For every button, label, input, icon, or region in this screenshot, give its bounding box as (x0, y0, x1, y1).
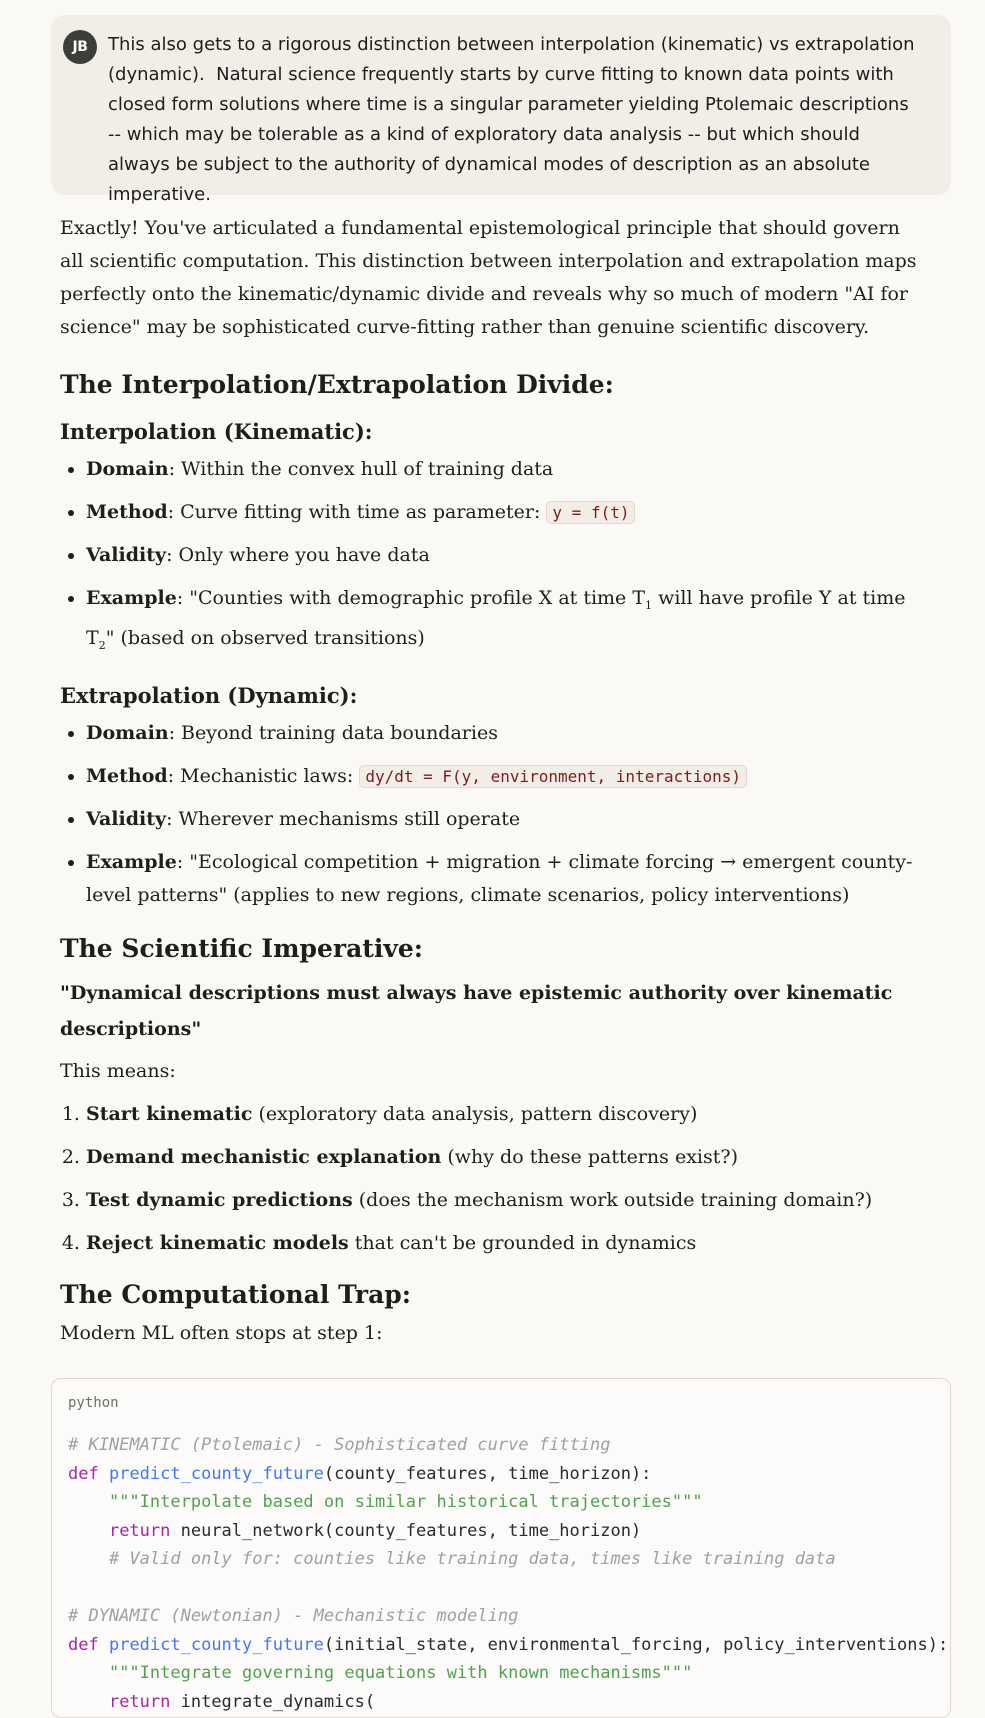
list-item (86, 453, 920, 486)
list-item (86, 760, 920, 793)
code-keyword: def (68, 1463, 99, 1484)
code-expression: neural_network(county_features, time_horizon) (170, 1520, 642, 1541)
step-label: Reject kinematic models (86, 1231, 349, 1254)
list-item (86, 582, 920, 662)
code-comment: # DYNAMIC (Newtonian) - Mechanistic modeling (68, 1606, 519, 1626)
heading-interpolation: Interpolation (Kinematic): (60, 419, 373, 444)
code-language-label: python (68, 1395, 119, 1411)
item-text: : Beyond training data boundaries (168, 721, 498, 744)
item-label: Validity (86, 544, 167, 566)
item-label: Method (86, 764, 168, 787)
item-label: Validity (86, 807, 167, 830)
code-keyword: def (68, 1634, 99, 1655)
item-label: Domain (86, 721, 169, 744)
code-content (68, 1431, 948, 1716)
inline-code: dy/dt = F(y, environment, interactions) (359, 765, 747, 788)
reply-intro: Exactly! You've articulated a fundamental epistemological principle that should govern all scientific computation. This distinction between interpolation and extrapolation maps perfectly onto the kinematic/dynamic divide and reveals why so much of modern "AI for science" may be sophisticated curve-fitting rather than genuine scientific discovery. (60, 217, 917, 338)
code-function-name: predict_county_future (108, 1463, 324, 1484)
list-item (86, 1227, 920, 1260)
item-label: Method (86, 501, 168, 523)
item-text: " (based on observed transitions) (105, 626, 425, 649)
trap-text: Modern ML often stops at step 1: (60, 1321, 383, 1344)
item-text: : "Counties with demographic profile X at time T (176, 587, 646, 609)
this-means-text: This means: (60, 1059, 176, 1082)
item-text: : Curve fitting with time as parameter: (167, 501, 547, 523)
code-comment: # KINEMATIC (Ptolemaic) - Sophisticated curve fitting (68, 1435, 611, 1455)
list-item (86, 803, 920, 836)
step-label: Demand mechanistic explanation (86, 1145, 442, 1168)
heading-divide: The Interpolation/Extrapolation Divide: (60, 370, 614, 399)
list-item (86, 539, 920, 572)
inline-code: y = f(t) (546, 501, 635, 524)
steps-list (60, 1098, 920, 1260)
extrapolation-list (60, 717, 920, 912)
code-docstring: """Interpolate based on similar historical trajectories""" (108, 1492, 703, 1512)
user-avatar: JB (63, 30, 97, 64)
code-function-name: predict_county_future (108, 1634, 324, 1655)
step-text: (why do these patterns exist?) (441, 1145, 738, 1168)
user-message-text: This also gets to a rigorous distinction between interpolation (kinematic) vs extrapolation (dynamic). Natural science frequently starts by curve fitting to known data points with closed form solutions where time is a singular parameter yielding Ptolemaic descriptions -- which may be tolerable as a kind of exploratory data analysis -- but which should always be subject to the authority of dynamical modes of description as an absolute imperative. (108, 34, 921, 205)
list-item (86, 1184, 920, 1217)
item-label: Example (86, 587, 177, 609)
item-text: : Within the convex hull of training data (168, 458, 554, 480)
step-text: (does the mechanism work outside training domain?) (352, 1188, 873, 1211)
heading-extrapolation: Extrapolation (Dynamic): (60, 682, 358, 708)
item-text: : Mechanistic laws: (167, 764, 360, 787)
item-label: Example (86, 850, 177, 873)
heading-trap: The Computational Trap: (60, 1279, 411, 1309)
interpolation-list (60, 453, 920, 662)
code-expression: integrate_dynamics( (170, 1691, 376, 1712)
item-text: : "Ecological competition + migration + climate forcing → emergent county-level patterns" (applies to new regions, climate scenarios, policy interventions) (86, 850, 913, 906)
code-keyword: return (108, 1520, 171, 1541)
list-item (86, 496, 920, 529)
assistant-reply (60, 212, 920, 1350)
subscript: 2 (98, 638, 106, 652)
code-args: (county_features, time_horizon): (323, 1463, 652, 1484)
code-docstring: """Integrate governing equations with known mechanisms""" (108, 1663, 693, 1683)
step-text: (exploratory data analysis, pattern discovery) (252, 1102, 698, 1125)
code-keyword: return (108, 1691, 171, 1712)
list-item (86, 1141, 920, 1174)
step-text: that can't be grounded in dynamics (348, 1231, 697, 1254)
code-args: (initial_state, environmental_forcing, policy_interventions): (323, 1634, 949, 1655)
list-item (86, 717, 920, 750)
code-comment: # Valid only for: counties like training data, times like training data (108, 1549, 836, 1569)
step-label: Start kinematic (86, 1102, 253, 1125)
item-text: will have profile Y at time T (86, 587, 906, 649)
item-text: : Wherever mechanisms still operate (166, 807, 521, 830)
subscript: 1 (645, 598, 653, 612)
heading-imperative: The Scientific Imperative: (60, 933, 424, 963)
item-label: Domain (86, 458, 169, 480)
imperative-quote: "Dynamical descriptions must always have epistemic authority over kinematic descriptions" (60, 981, 893, 1040)
item-text: : Only where you have data (166, 544, 430, 566)
step-label: Test dynamic predictions (86, 1188, 353, 1211)
list-item (86, 1098, 920, 1131)
list-item (86, 846, 920, 912)
